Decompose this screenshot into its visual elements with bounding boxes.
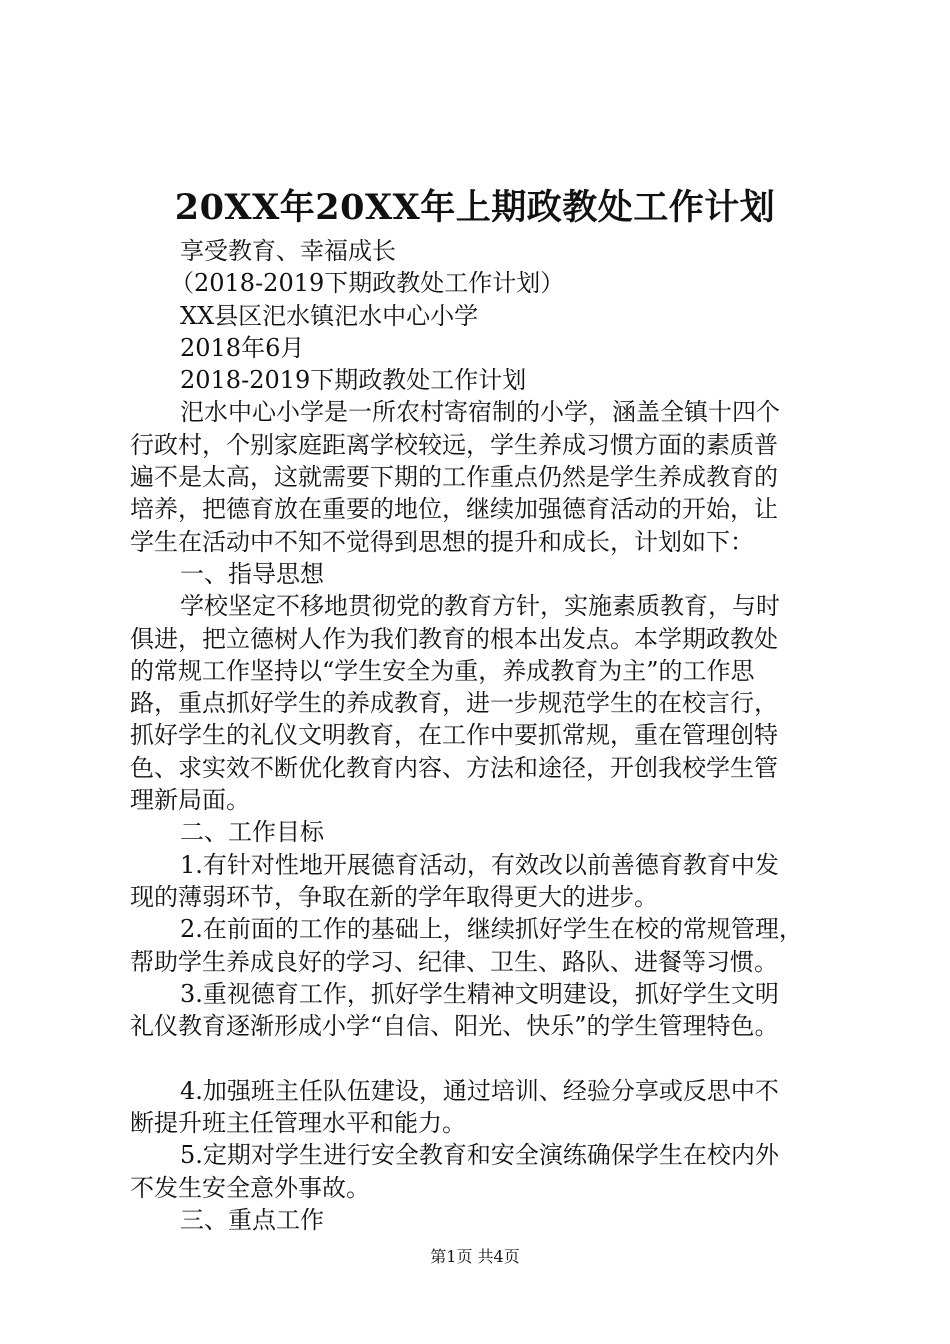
paragraph-line: 学校坚定不移地贯彻党的教育方针，实施素质教育，与时 xyxy=(180,592,780,621)
page-footer: 第1页 共4页 xyxy=(430,1247,520,1266)
list-item-line: 2.在前面的工作的基础上，继续抓好学生在校的常规管理， xyxy=(180,915,803,944)
list-item-line: 礼仪教育逐渐形成小学“自信、阳光、快乐”的学生管理特色。 xyxy=(130,1012,779,1041)
section-heading: 三、重点工作 xyxy=(180,1205,324,1234)
section-heading: 二、工作目标 xyxy=(180,818,324,847)
school-name-line: XX县区汜水镇汜水中心小学 xyxy=(180,301,479,330)
blank-line xyxy=(130,1042,840,1074)
subtitle-line: 享受教育、幸福成长 xyxy=(180,237,396,265)
list-item-line: 现的薄弱环节，争取在新的学年取得更大的进步。 xyxy=(130,882,658,911)
paragraph-line: 汜水中心小学是一所农村寄宿制的小学，涵盖全镇十四个 xyxy=(180,398,780,427)
list-item-line: 4.加强班主任队伍建设，通过培训、经验分享或反思中不 xyxy=(180,1076,779,1105)
subtitle-line: （2018-2019下期政教处工作计划） xyxy=(170,269,565,298)
paragraph-line: 培养，把德育放在重要的地位，继续加强德育活动的开始，让 xyxy=(130,495,778,524)
list-item-line: 1.有针对性地开展德育活动，有效改以前善德育教育中发 xyxy=(180,850,779,879)
paragraph-line: 路，重点抓好学生的养成教育，进一步规范学生的在校言行， xyxy=(130,689,778,718)
heading-line: 2018-2019下期政教处工作计划 xyxy=(180,366,527,395)
paragraph-line: 色、求实效不断优化教育内容、方法和途径，开创我校学生管 xyxy=(130,753,778,782)
paragraph-line: 遍不是太高，这就需要下期的工作重点仍然是学生养成教育的 xyxy=(130,463,778,492)
paragraph-line: 俱进，把立德树人作为我们教育的根本出发点。本学期政教处 xyxy=(130,624,778,653)
paragraph-line: 行政村，个别家庭距离学校较远，学生养成习惯方面的素质普 xyxy=(130,430,778,459)
paragraph-line: 抓好学生的礼仪文明教育，在工作中要抓常规，重在管理创特 xyxy=(130,721,778,750)
list-item-line: 5.定期对学生进行安全教育和安全演练确保学生在校内外 xyxy=(180,1141,779,1170)
list-item-line: 帮助学生养成良好的学习、纪律、卫生、路队、进餐等习惯。 xyxy=(130,947,778,976)
list-item-line: 断提升班主任管理水平和能力。 xyxy=(130,1109,466,1138)
date-line: 2018年6月 xyxy=(180,333,305,362)
document-title: 20XX年20XX年上期政教处工作计划 xyxy=(174,187,776,228)
document-body xyxy=(130,235,840,1236)
paragraph-line: 的常规工作坚持以“学生安全为重，养成教育为主”的工作思 xyxy=(130,656,755,685)
list-item-line: 3.重视德育工作，抓好学生精神文明建设，抓好学生文明 xyxy=(180,979,779,1008)
paragraph-line: 学生在活动中不知不觉得到思想的提升和成长，计划如下： xyxy=(130,527,754,556)
paragraph-line: 理新局面。 xyxy=(130,786,250,815)
section-heading: 一、指导思想 xyxy=(180,559,324,588)
list-item-line: 不发生安全意外事故。 xyxy=(130,1173,370,1202)
